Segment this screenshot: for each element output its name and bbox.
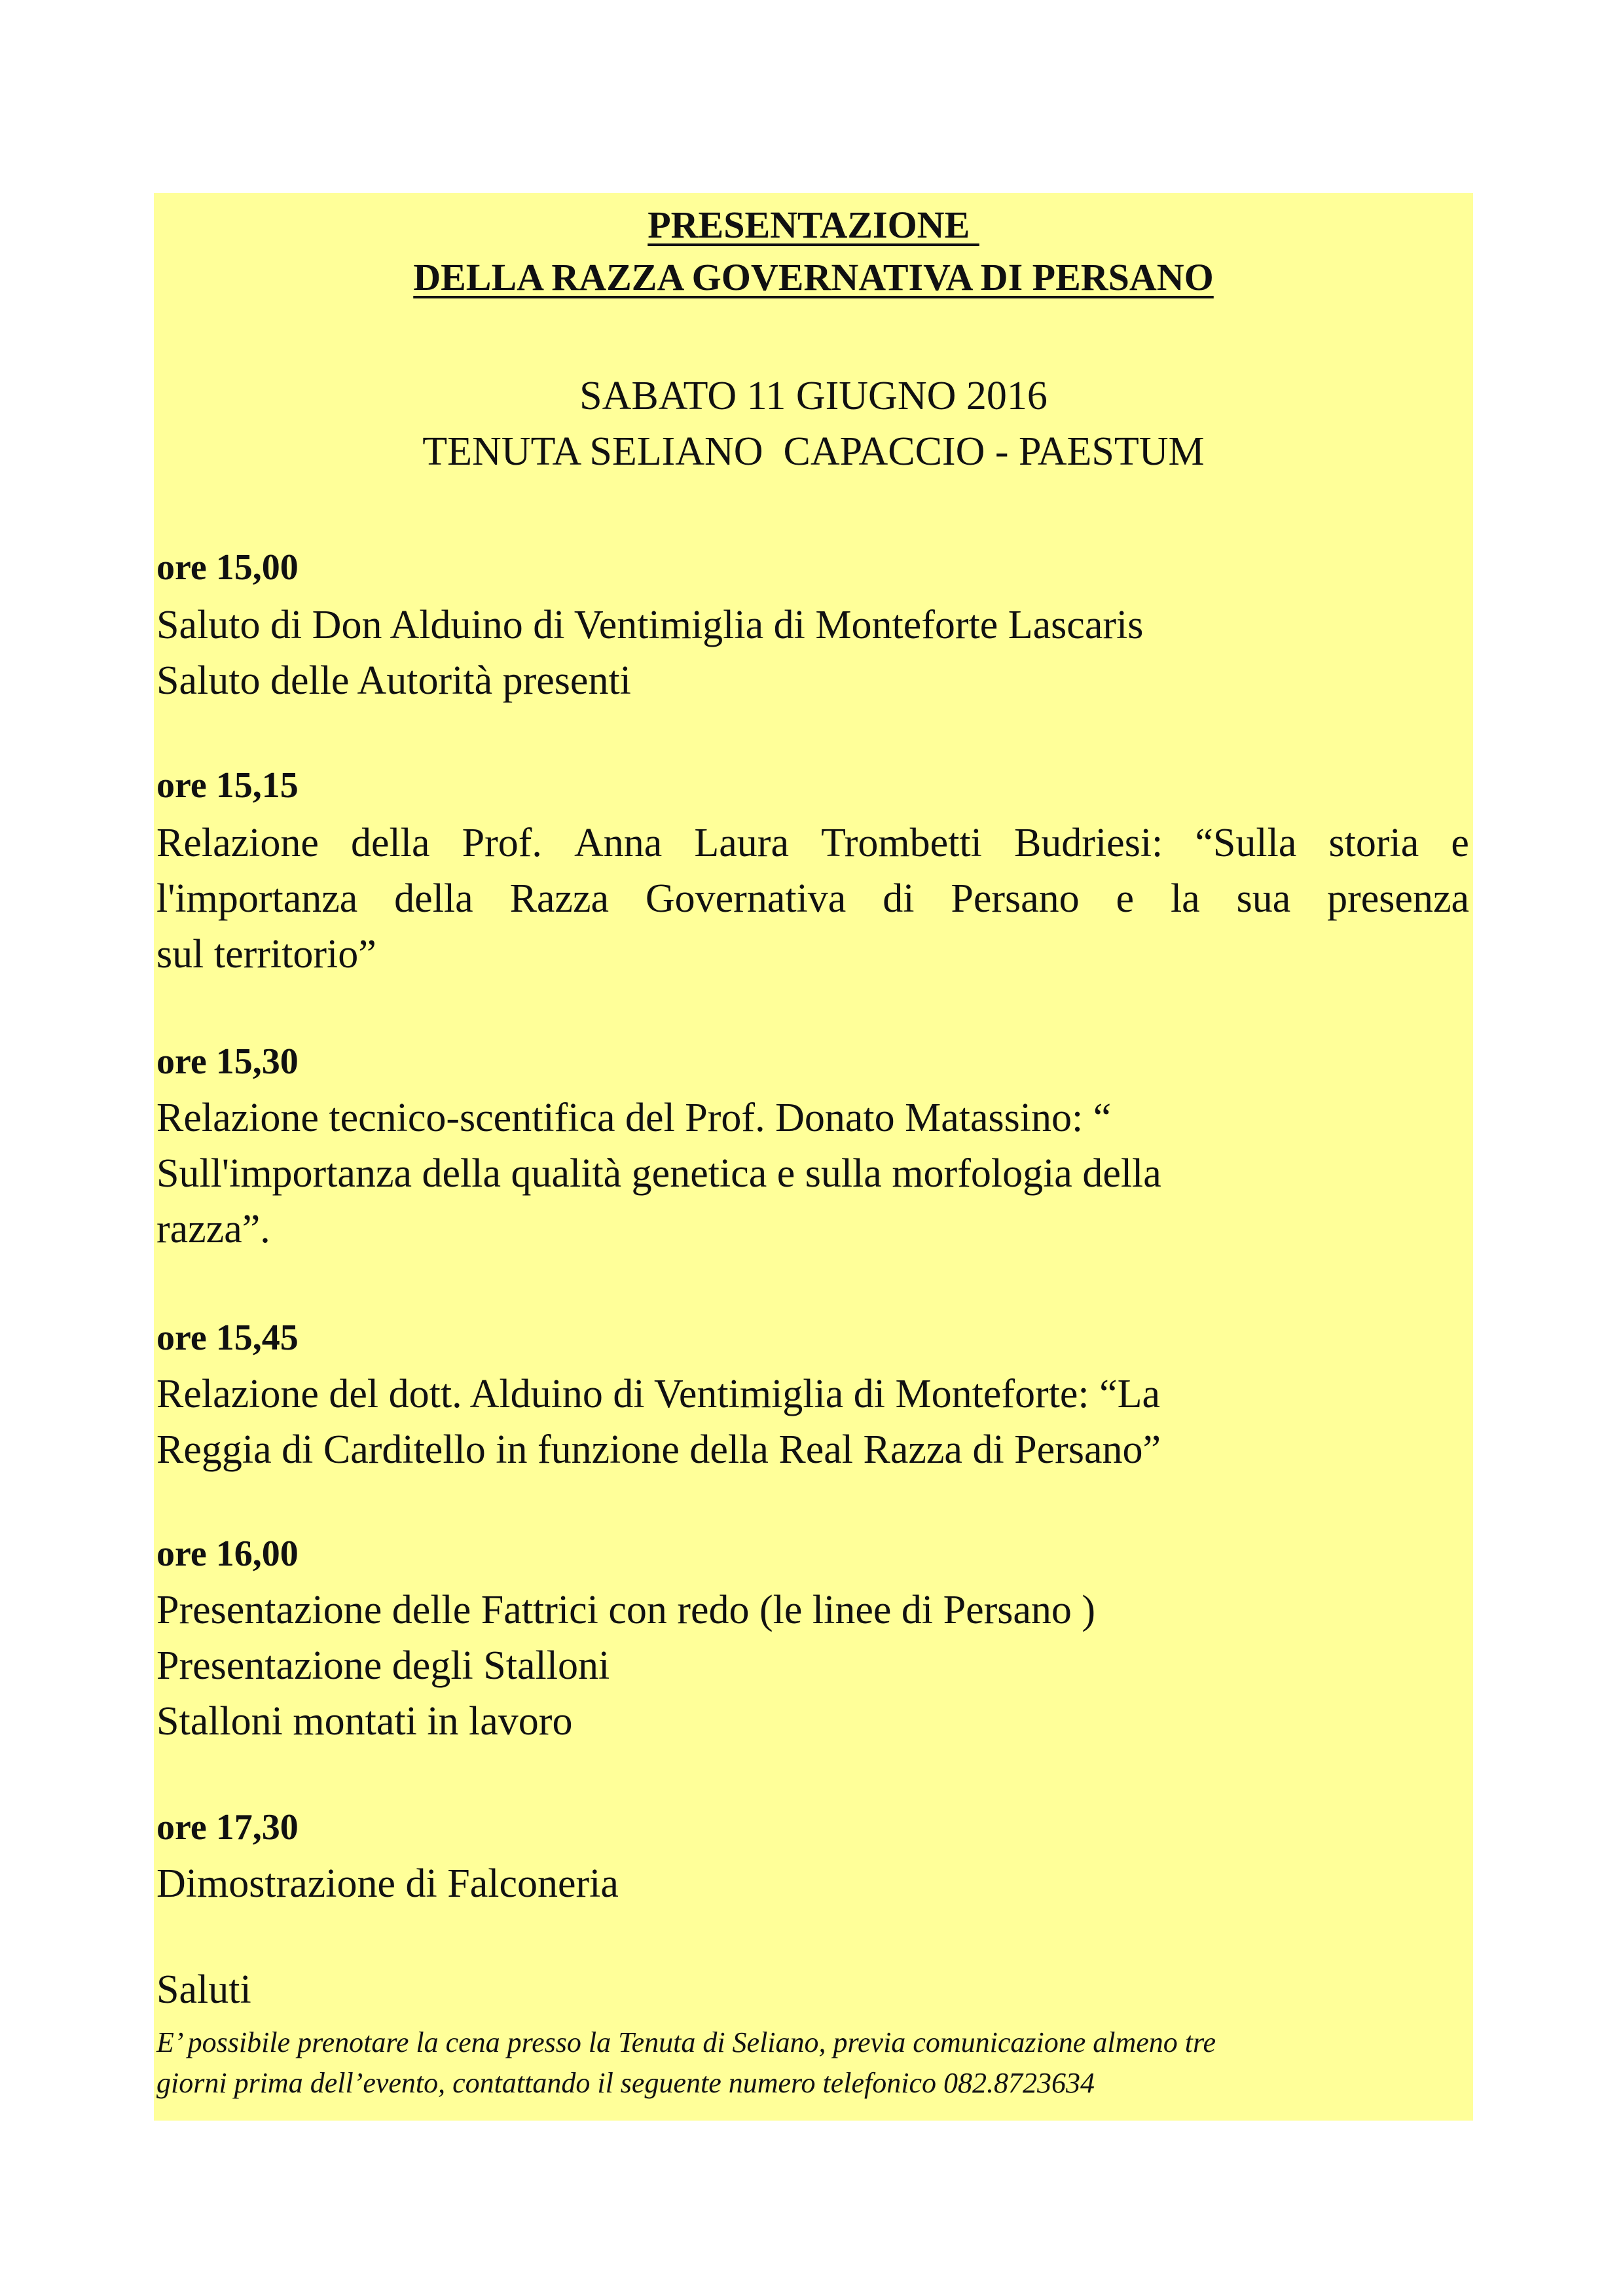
justified-word: della: [394, 876, 473, 921]
justified-word: Razza: [509, 876, 609, 921]
program-time-5: ore 16,00: [156, 1534, 299, 1574]
justified-word: Anna: [574, 821, 663, 865]
dinner-note-line-2: giorni prima dell’evento, contattando il seguente numero telefonico 082.8723634: [156, 2067, 1095, 2099]
program-time-3: ore 15,30: [156, 1041, 299, 1082]
program-line: Saluto delle Autorità presenti: [156, 658, 631, 703]
program-line: sul territorio”: [156, 932, 376, 977]
justified-word: Budriesi:: [1013, 821, 1163, 865]
program-line: Dimostrazione di Falconeria: [156, 1861, 619, 1906]
justified-word: Persano: [951, 876, 1080, 921]
title-line-2: DELLA RAZZA GOVERNATIVA DI PERSANO: [413, 256, 1214, 298]
justified-word: della: [351, 821, 430, 865]
justified-word: di: [883, 876, 915, 921]
title-line-1: PRESENTAZIONE: [647, 204, 979, 246]
program-time-4: ore 15,45: [156, 1318, 299, 1358]
program-line: Stalloni montati in lavoro: [156, 1699, 573, 1744]
justified-word: Relazione: [156, 821, 319, 865]
justified-word: Laura: [694, 821, 789, 865]
justified-word: e: [1116, 876, 1135, 921]
dinner-note-line-1: E’ possibile prenotare la cena presso la Tenuta di Seliano, previa comunicazione almeno tre: [156, 2026, 1216, 2058]
program-line: Saluto di Don Alduino di Ventimiglia di Monteforte Lascaris: [156, 603, 1144, 647]
program-time-1: ore 15,00: [156, 547, 299, 588]
justified-word: la: [1170, 876, 1200, 921]
program-line-justified: [156, 876, 1469, 922]
justified-word: storia: [1328, 821, 1419, 865]
program-time-6: ore 17,30: [156, 1807, 299, 1848]
justified-word: presenza: [1327, 876, 1469, 921]
program-line: Relazione tecnico-scentifica del Prof. Donato Matassino: “: [156, 1096, 1112, 1140]
justified-word: sua: [1236, 876, 1291, 921]
event-venue: TENUTA SELIANO CAPACCIO - PAESTUM: [422, 429, 1205, 474]
program-line: Relazione del dott. Alduino di Ventimiglia di Monteforte: “La: [156, 1372, 1161, 1416]
program-line-justified: [156, 820, 1469, 867]
program-line: Sull'importanza della qualità genetica e sulla morfologia della: [156, 1151, 1161, 1196]
program-line: Reggia di Carditello in funzione della Real Razza di Persano”: [156, 1427, 1161, 1472]
event-date: SABATO 11 GIUGNO 2016: [579, 374, 1048, 418]
justified-word: “Sulla: [1195, 821, 1297, 865]
program-line: Presentazione degli Stalloni: [156, 1643, 610, 1688]
justified-word: Prof.: [462, 821, 542, 865]
justified-word: e: [1451, 821, 1469, 865]
saluti-label: Saluti: [156, 1967, 251, 2012]
program-line: Presentazione delle Fattrici con redo (le linee di Persano ): [156, 1588, 1096, 1632]
event-program-panel: [154, 193, 1473, 2121]
program-line: razza”.: [156, 1207, 270, 1251]
justified-word: l'importanza: [156, 876, 358, 921]
program-time-2: ore 15,15: [156, 765, 299, 806]
justified-word: Governativa: [645, 876, 847, 921]
justified-word: Trombetti: [821, 821, 982, 865]
